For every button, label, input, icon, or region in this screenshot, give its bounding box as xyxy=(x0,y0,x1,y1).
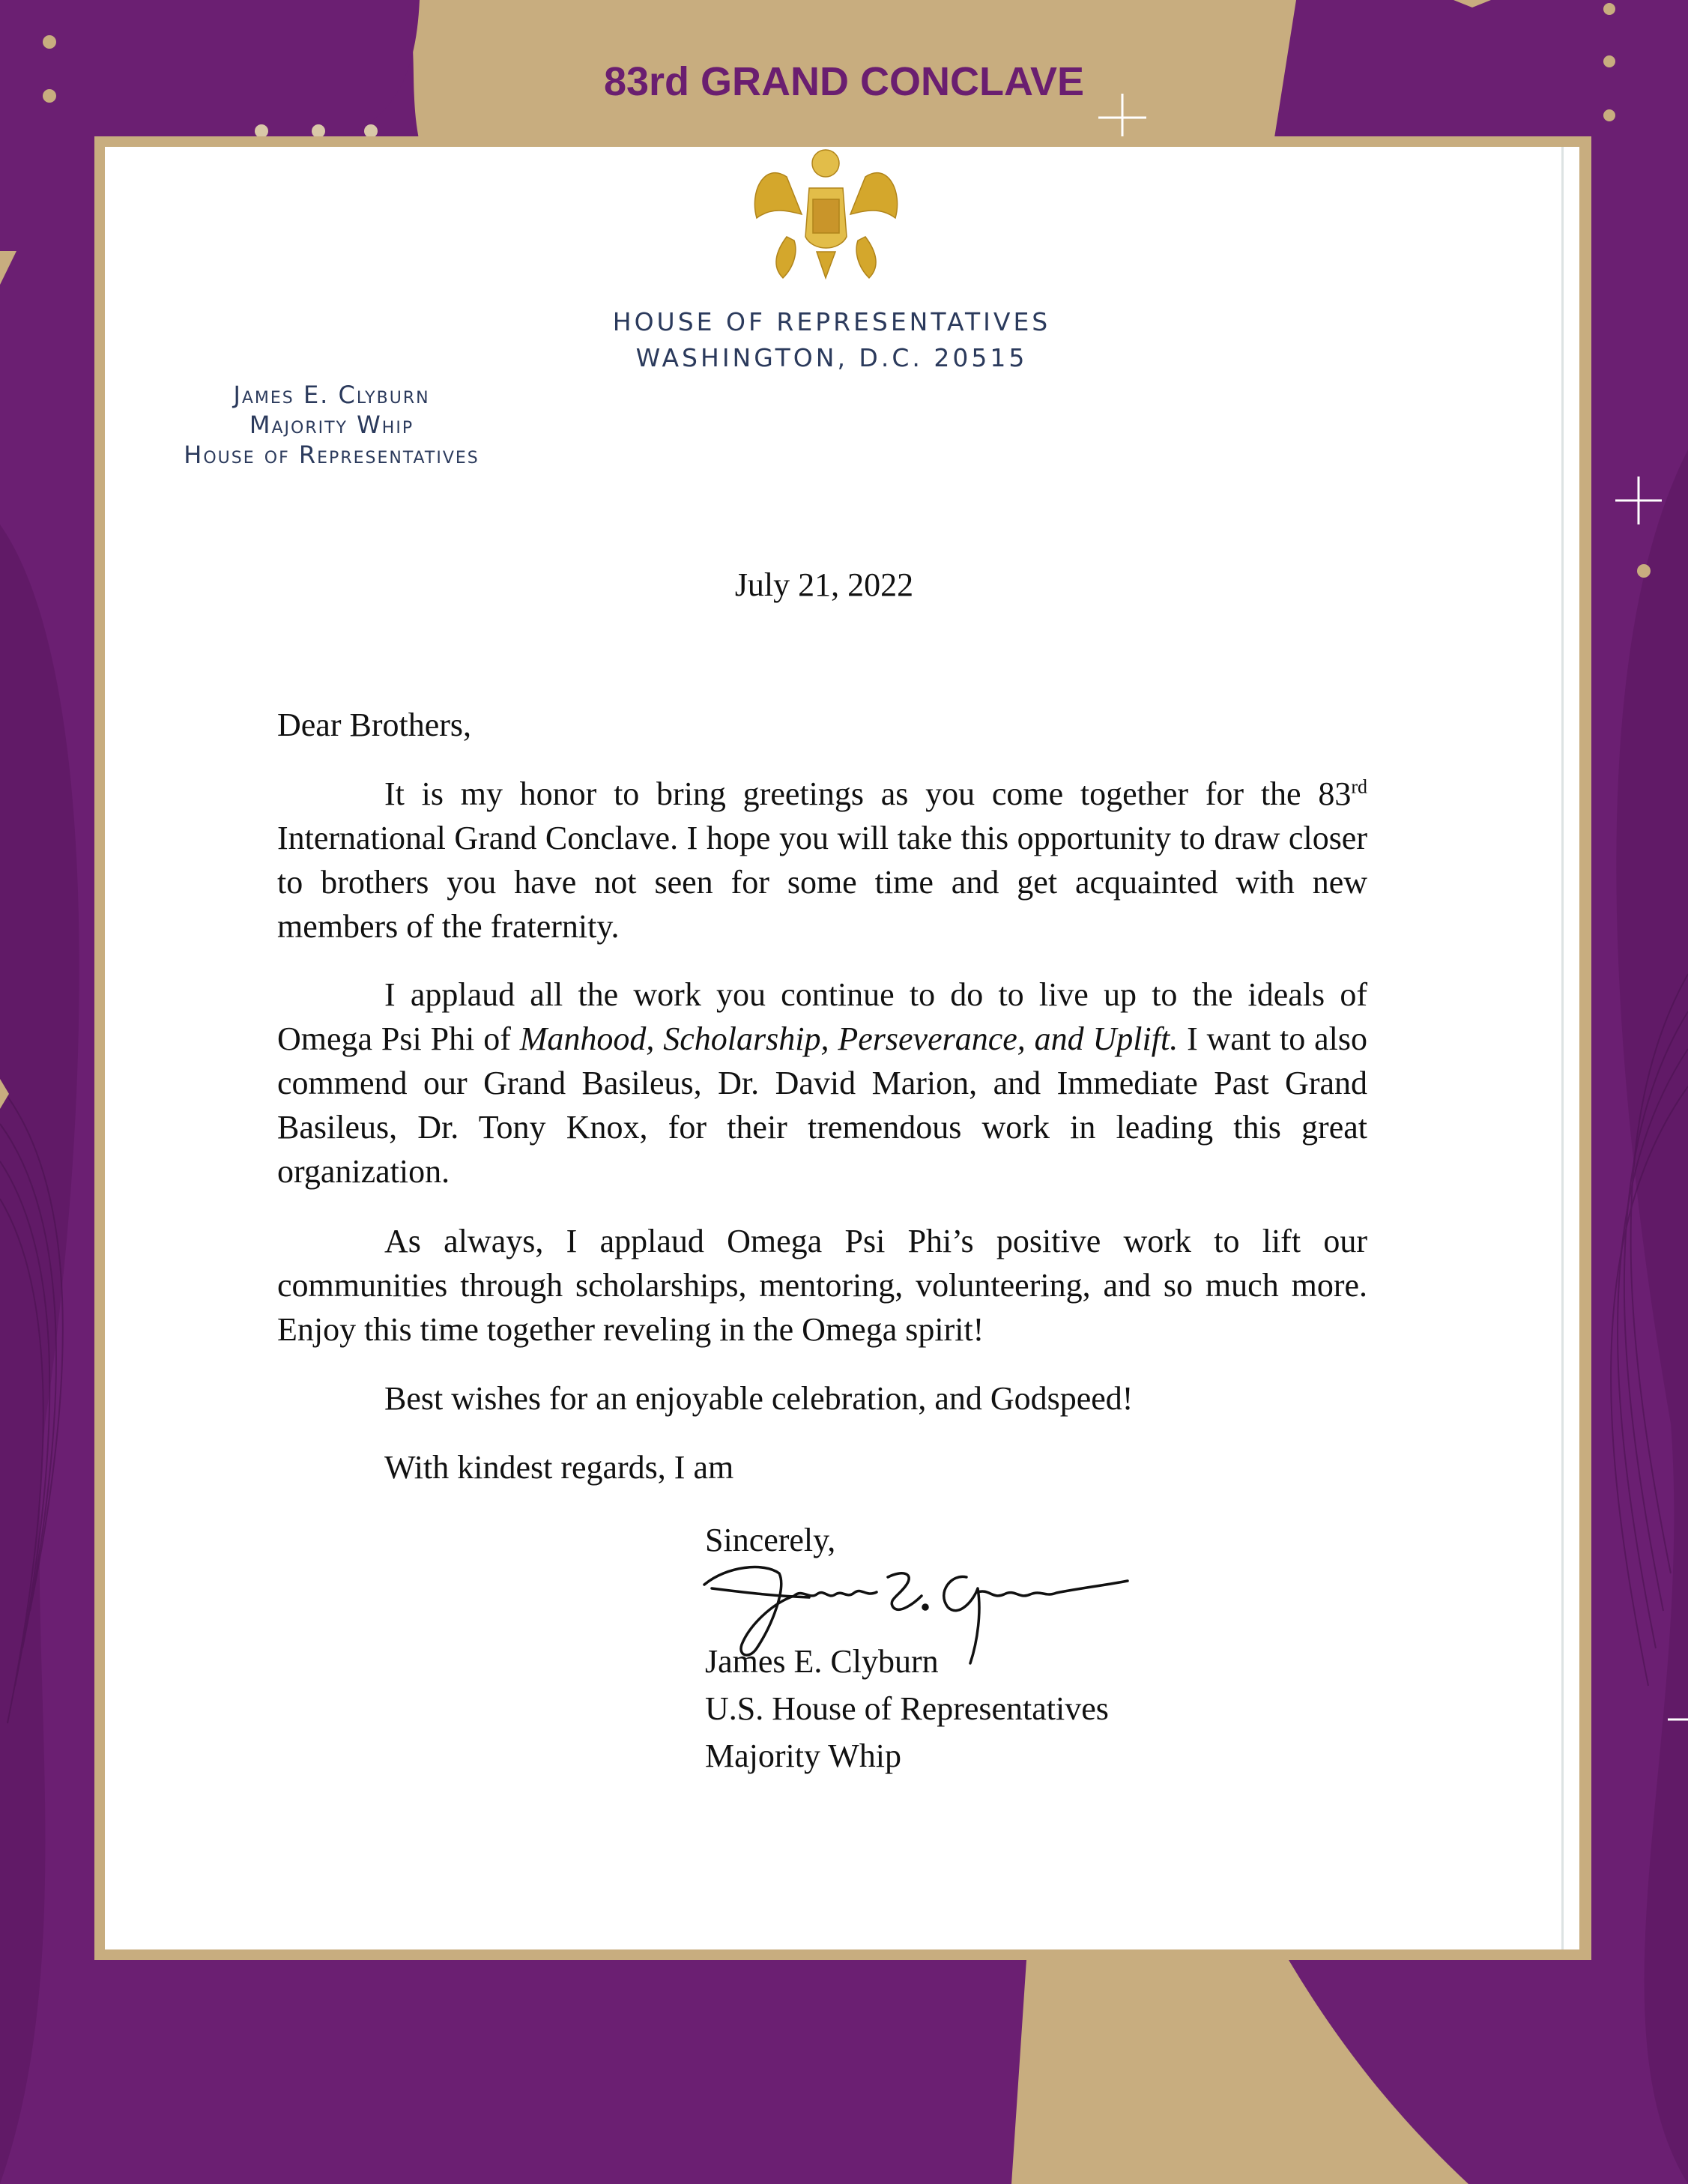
salutation: Dear Brothers, xyxy=(277,707,472,743)
paragraph-3: As always, I applaud Omega Psi Phi’s positive work to lift our communities through scholarships, mentoring, volunteering, and so much more. Enjoy this time together reveling in the Omega spirit! xyxy=(277,1223,1367,1348)
fraternity-ideals: Manhood, Scholarship, Perseverance, and Uplift. xyxy=(519,1020,1179,1057)
signatory-title: Majority Whip xyxy=(705,1737,901,1774)
letter-date: July 21, 2022 xyxy=(734,566,914,603)
page-edge-line xyxy=(1561,147,1564,1949)
event-banner-title: 83rd GRAND CONCLAVE xyxy=(603,59,1085,104)
signatory-name: James E. Clyburn xyxy=(705,1643,939,1680)
paragraph-4: Best wishes for an enjoyable celebration, and Godspeed! xyxy=(384,1380,1134,1417)
sender-name: James E. Clyburn xyxy=(233,381,430,409)
sender-title: Majority Whip xyxy=(249,411,414,439)
paragraph-5: With kindest regards, I am xyxy=(384,1449,734,1486)
great-seal-eagle-icon xyxy=(742,147,910,282)
sender-office: House of Representatives xyxy=(184,441,480,469)
ordinal-suffix: rd xyxy=(1351,775,1367,798)
letterhead-line-1: HOUSE OF REPRESENTATIVES xyxy=(612,307,1051,336)
paragraph-2: I applaud all the work you continue to do to live up to the ideals of Omega Psi Phi of Manhood, Scholarship, Perseverance, and Uplift. I want to also commend our Grand Basileus, Dr. David Marion, and Immediate Past Grand Basileus, Dr. Tony Knox, for their tremendous work in leading this great organization. xyxy=(277,976,1367,1190)
letterhead-line-2: WASHINGTON, D.C. 20515 xyxy=(635,343,1028,372)
valediction: Sincerely, xyxy=(705,1522,836,1558)
paragraph-1: It is my honor to bring greetings as you come together for the 83rd International Grand Conclave. I hope you will take this opportunity to draw closer to brothers you have not seen for some time and get acquainted with new members of the fraternity. xyxy=(277,775,1367,945)
signatory-office: U.S. House of Representatives xyxy=(705,1690,1109,1727)
